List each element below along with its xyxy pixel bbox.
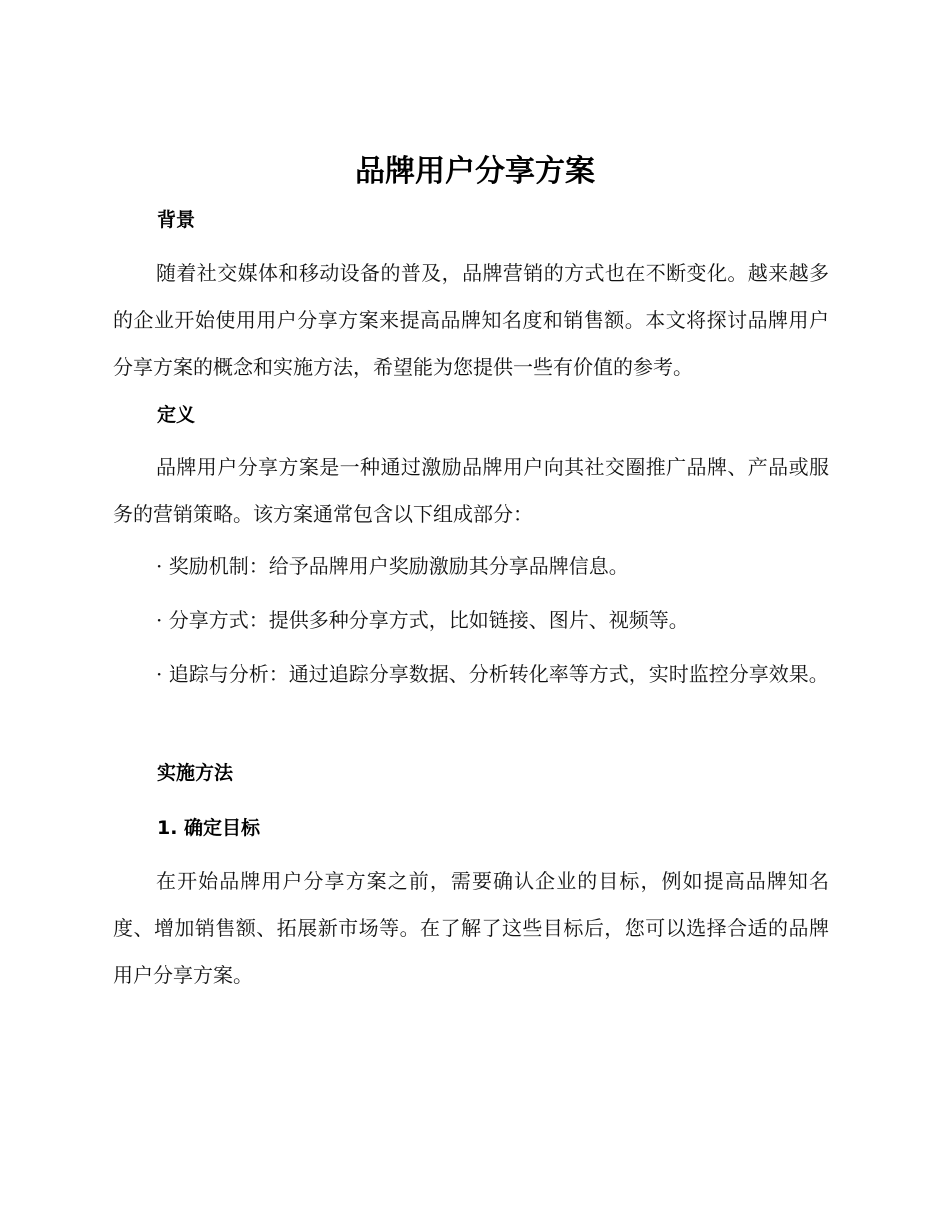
definition-bullet-share-method: · 分享方式：提供多种分享方式，比如链接、图片、视频等。 xyxy=(156,608,689,632)
definition-bullet-tracking: · 追踪与分析：通过追踪分享数据、分析转化率等方式，实时监控分享效果。 xyxy=(156,662,829,686)
section-heading-implementation: 实施方法 xyxy=(157,762,234,784)
definition-paragraph: 品牌用户分享方案是一种通过激励品牌用户向其社交圈推广品牌、产品或服务的营销策略。该方案通常包含以下组成部分： xyxy=(113,455,829,526)
section-heading-definition: 定义 xyxy=(157,404,196,426)
page-title: 品牌用户分享方案 xyxy=(355,154,595,189)
set-goals-paragraph: 在开始品牌用户分享方案之前，需要确认企业的目标，例如提高品牌知名度、增加销售额、拓展新市场等。在了解了这些目标后，您可以选择合适的品牌用户分享方案。 xyxy=(113,869,829,987)
section-heading-background: 背景 xyxy=(157,209,196,231)
step-heading-set-goals: 1. 确定目标 xyxy=(157,817,261,839)
background-paragraph: 随着社交媒体和移动设备的普及，品牌营销的方式也在不断变化。越来越多的企业开始使用用户分享方案来提高品牌知名度和销售额。本文将探讨品牌用户分享方案的概念和实施方法，希望能为您提供一些有价值的参考。 xyxy=(113,261,829,379)
definition-bullet-reward: · 奖励机制：给予品牌用户奖励激励其分享品牌信息。 xyxy=(156,554,629,578)
